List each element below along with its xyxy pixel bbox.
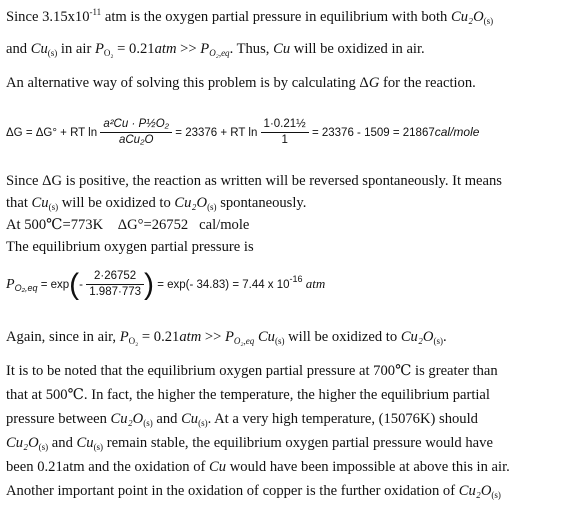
- line-14: [6, 434, 493, 452]
- subscript: (s): [143, 418, 153, 428]
- subscript: (s): [491, 490, 501, 500]
- subscript: O₂,eq: [209, 48, 230, 58]
- formula-cu2o: Cu₂O: [450, 9, 484, 25]
- text: Another important point in the oxidation of copper is the further oxidation of: [6, 483, 459, 499]
- equation-text: = exp: [37, 279, 70, 291]
- text: will be oxidized in air.: [290, 41, 425, 57]
- text: atm is the oxygen partial pressure in equilibrium with both: [101, 9, 451, 25]
- equation-text: = 23376 - 1509 = 21867: [311, 127, 435, 139]
- text: that: [6, 195, 32, 211]
- unit: cal/mole: [434, 125, 480, 139]
- fraction-activity: [100, 117, 172, 148]
- symbol-p: P: [119, 329, 129, 345]
- subscript: (s): [207, 202, 217, 212]
- subscript: O₂,eq: [14, 283, 38, 293]
- text: will be oxidized to: [58, 195, 175, 211]
- text: .: [442, 329, 447, 345]
- superscript: -16: [289, 274, 303, 284]
- subscript: (s): [483, 16, 494, 26]
- text: Again, since in air,: [6, 329, 120, 345]
- formula-cu: Cu: [209, 459, 227, 475]
- formula-cu: Cu: [31, 195, 49, 211]
- text: Since 3.15x10: [6, 9, 90, 25]
- text: An alternative way of solving this problem is by calculating Δ: [6, 75, 369, 91]
- fraction-exponent: [86, 269, 144, 300]
- subscript: (s): [433, 336, 443, 346]
- subscript: O₂: [128, 336, 139, 346]
- text: . At a very high temperature, (15076K) should: [207, 411, 478, 427]
- text: spontaneously.: [216, 195, 307, 211]
- line-16: [6, 482, 501, 500]
- fraction-numerator: 2·26752: [86, 269, 144, 285]
- subscript: (s): [198, 418, 208, 428]
- text: been 0.21atm and the oxidation of: [6, 459, 210, 475]
- line-8: The equilibrium oxygen partial pressure is: [6, 239, 254, 255]
- line-2: [6, 40, 425, 58]
- subscript: O₂,eq: [233, 336, 255, 346]
- symbol-p: P: [200, 41, 210, 57]
- fraction-numerator: a²Cu · P½O₂: [100, 117, 172, 133]
- symbol-p: P: [6, 277, 15, 292]
- formula-cu2o: Cu₂O: [110, 411, 144, 427]
- symbol-p: P: [225, 329, 234, 345]
- subscript: (s): [47, 48, 58, 58]
- formula-cu2o: Cu₂O: [174, 195, 208, 211]
- text: remain stable, the equilibrium oxygen partial pressure would have: [103, 435, 493, 451]
- equation-text: -: [79, 279, 84, 291]
- text: >>: [176, 41, 201, 57]
- subscript: (s): [38, 442, 49, 452]
- text: = 0.21: [138, 329, 180, 345]
- text: = 0.21: [113, 41, 155, 57]
- text: and: [48, 435, 77, 451]
- unit-atm: atm: [305, 276, 326, 291]
- text: in air: [57, 41, 95, 57]
- formula-cu: Cu: [76, 435, 94, 451]
- text: pressure between: [6, 411, 111, 427]
- formula-cu: Cu: [30, 41, 48, 57]
- formula-cu: Cu: [257, 329, 275, 345]
- equation-text: = exp(- 34.83) = 7.44 x 10: [154, 279, 290, 291]
- line-7: At 500℃=773K ΔG°=26752 cal/mole: [6, 217, 250, 233]
- line-10: [6, 328, 447, 346]
- superscript: -11: [89, 7, 102, 17]
- subscript: (s): [93, 442, 104, 452]
- text: and: [152, 411, 182, 427]
- fraction-denominator: aCu₂O: [118, 134, 154, 147]
- left-paren: (: [69, 267, 80, 301]
- subscript: (s): [48, 202, 59, 212]
- text: and: [6, 41, 31, 57]
- line-3: [6, 74, 476, 92]
- equation-text: ΔG = ΔG° + RT ln: [6, 127, 98, 139]
- formula-cu: Cu: [181, 411, 199, 427]
- line-12: that at 500℃. In fact, the higher the temperature, the higher the equilibrium partial: [6, 387, 490, 403]
- equation-text: = 23376 + RT ln: [175, 127, 258, 139]
- formula-cu2o: Cu₂O: [6, 435, 39, 451]
- line-11: It is to be noted that the equilibrium oxygen partial pressure at 700℃ is greater than: [6, 363, 498, 379]
- text: would have been impossible at above this in air.: [226, 459, 510, 475]
- equation-equilibrium-pressure: [6, 262, 325, 306]
- fraction-denominator: 1: [281, 134, 288, 147]
- line-6: [6, 194, 306, 212]
- unit-atm: atm: [179, 329, 202, 345]
- unit-atm: atm: [154, 41, 177, 57]
- formula-cu: Cu: [273, 41, 291, 57]
- symbol-p: P: [94, 41, 104, 57]
- text: will be oxidized to: [284, 329, 401, 345]
- line-1: [6, 8, 493, 26]
- equation-delta-g: [6, 112, 479, 152]
- line-13: [6, 410, 478, 428]
- fraction-pressure: [261, 117, 309, 148]
- line-5: Since ΔG is positive, the reaction as written will be reversed spontaneously. It means: [6, 173, 502, 189]
- formula-cu2o: Cu₂O: [458, 483, 492, 499]
- subscript: O₂: [103, 48, 114, 58]
- fraction-numerator: 1·0.21½: [261, 117, 309, 133]
- formula-cu2o: Cu₂O: [400, 329, 434, 345]
- text: for the reaction.: [379, 75, 476, 91]
- right-paren: ): [144, 267, 155, 301]
- fraction-denominator: 1.987·773: [89, 286, 142, 299]
- subscript: (s): [274, 336, 285, 346]
- text: . Thus,: [229, 41, 274, 57]
- text: >>: [201, 329, 225, 345]
- line-15: [6, 458, 510, 476]
- symbol-g: G: [368, 75, 380, 91]
